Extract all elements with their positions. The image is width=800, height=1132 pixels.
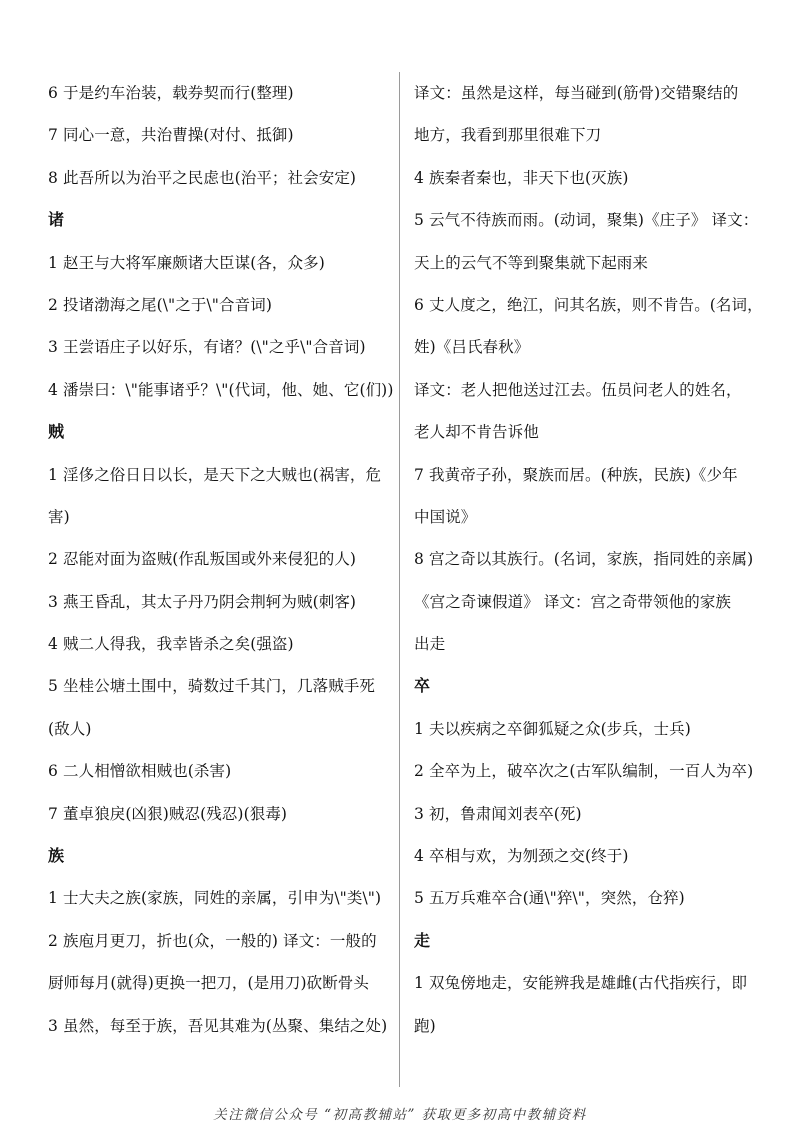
- left-column: [48, 72, 394, 1047]
- text-line: 姓)《吕氏春秋》: [414, 338, 530, 357]
- text-line: 1 夫以疾病之卒御狐疑之众(步兵，士兵): [414, 719, 691, 738]
- text-line: 跑): [414, 1016, 436, 1035]
- text-line: 6 于是约车治装，载券契而行(整理): [48, 84, 294, 102]
- section-heading: 族: [48, 846, 65, 866]
- text-line: 老人却不肯告诉他: [414, 423, 539, 442]
- text-line: 地方，我看到那里很难下刀: [414, 126, 602, 145]
- text-line: 4 卒相与欢，为刎颈之交(终于): [414, 847, 629, 866]
- text-line: 5 坐桂公塘土围中，骑数过千其门，几落贼手死: [48, 677, 375, 696]
- text-line: 7 我黄帝子孙，聚族而居。(种族，民族)《少年: [414, 465, 738, 484]
- text-line: 6 丈人度之，绝江，问其名族，则不肯告。(名词，: [414, 295, 763, 314]
- text-line: 厨师每月(就得)更换一把刀，(是用刀)砍断骨头: [48, 974, 369, 993]
- text-line: 1 双兔傍地走，安能辨我是雄雌(古代指疾行，即: [414, 974, 748, 993]
- text-line: 8 此吾所以为治平之民虑也(治平；社会安定): [48, 168, 357, 187]
- text-line: 中国说》: [414, 507, 477, 526]
- column-divider: [399, 72, 400, 1087]
- text-line: 3 虽然，每至于族，吾见其难为(丛聚、集结之处): [48, 1016, 388, 1035]
- text-line: 5 五万兵难卒合(通\"猝\"，突然，仓猝): [414, 889, 685, 908]
- text-line: (敌人): [48, 719, 92, 738]
- text-line: 1 士大夫之族(家族，同姓的亲属，引申为\"类\"): [48, 889, 382, 908]
- text-line: 3 燕王昏乱，其太子丹乃阴会荆轲为贼(刺客): [48, 592, 357, 611]
- text-line: 2 忍能对面为盗贼(作乱叛国或外来侵犯的人): [48, 550, 357, 569]
- section-heading: 卒: [414, 676, 431, 696]
- text-line: 天上的云气不等到聚集就下起雨来: [414, 253, 649, 272]
- page-footer: 关注微信公众号 “初高教辅站” 获取更多初高中教辅资料: [213, 1107, 587, 1123]
- text-line: 4 贼二人得我，我幸皆杀之矣(强盗): [48, 635, 294, 654]
- text-line: 8 宫之奇以其族行。(名词，家族，指同姓的亲属): [414, 550, 754, 569]
- text-line: 2 投诸渤海之尾(\"之于\"合音词): [48, 295, 272, 314]
- text-line: 译文：虽然是这样，每当碰到(筋骨)交错聚结的: [414, 84, 739, 102]
- section-heading: 走: [414, 930, 431, 950]
- text-line: 4 族秦者秦也，非天下也(灭族): [414, 168, 629, 187]
- text-line: 《宫之奇谏假道》 译文：宫之奇带领他的家族: [414, 592, 732, 611]
- text-line: 害): [48, 507, 70, 526]
- text-line: 1 淫侈之俗日日以长，是天下之大贼也(祸害，危: [48, 465, 382, 484]
- text-line: 5 云气不待族而雨。(动词，聚集)《庄子》 译文：: [414, 211, 759, 230]
- right-column: [414, 72, 763, 1047]
- section-heading: 诸: [48, 210, 65, 230]
- text-line: 3 初，鲁肃闻刘表卒(死): [414, 804, 582, 823]
- section-heading: 贼: [48, 422, 65, 442]
- text-line: 译文：老人把他送过江去。伍员问老人的姓名，: [414, 380, 742, 399]
- text-line: 6 二人相憎欲相贼也(杀害): [48, 762, 232, 781]
- text-line: 7 同心一意，共治曹操(对付、抵御): [48, 126, 294, 145]
- text-line: 2 全卒为上，破卒次之(古军队编制，一百人为卒): [414, 762, 754, 781]
- text-line: 出走: [414, 635, 446, 654]
- text-line: 2 族庖月更刀，折也(众，一般的) 译文：一般的: [48, 931, 377, 950]
- text-line: 1 赵王与大将军廉颇诸大臣谋(各，众多): [48, 253, 325, 272]
- text-line: 3 王尝语庄子以好乐，有诸？(\"之乎\"合音词): [48, 338, 366, 357]
- text-line: 7 董卓狼戾(凶狠)贼忍(残忍)(狠毒): [48, 804, 288, 823]
- text-line: 4 潘崇曰：\"能事诸乎？\"(代词，他、她、它(们)): [48, 380, 394, 399]
